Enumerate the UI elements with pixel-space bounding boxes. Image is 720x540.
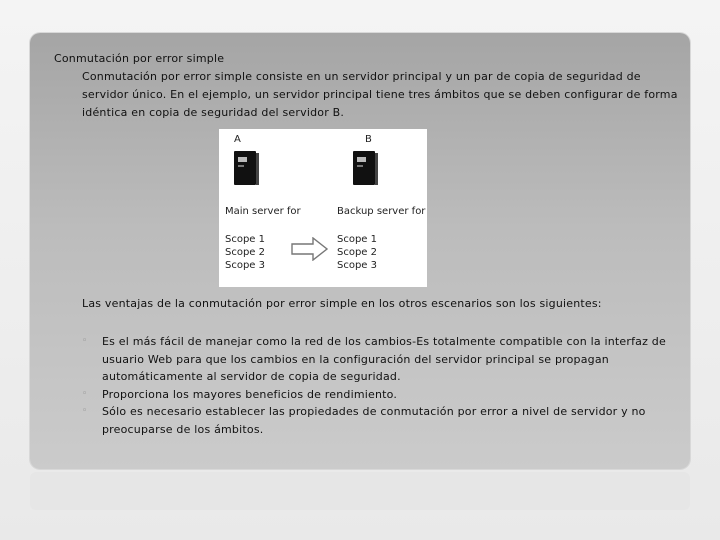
- server-b-scope-1: Scope 1: [337, 234, 378, 245]
- list-item: [82, 333, 672, 386]
- server-a-caption: Main server for: [225, 206, 301, 217]
- server-b-icon: [353, 151, 375, 185]
- intro-paragraph: Conmutación por error simple consiste en un servidor principal y un par de copia de seguridad de servidor único. En el ejemplo, un servidor principal tiene tres ámbitos que se deben configurar de forma idéntica en copia de seguridad del servidor B.: [82, 70, 678, 119]
- bullet-marker: ◦: [82, 406, 88, 416]
- slide-heading: Conmutación por error simple: [54, 52, 225, 65]
- server-a-letter: A: [234, 134, 241, 145]
- server-a-scope-2: Scope 2: [225, 247, 266, 258]
- server-b-caption: Backup server for: [337, 206, 426, 217]
- bullet-marker: ◦: [82, 388, 88, 399]
- server-a-icon: [234, 151, 256, 185]
- list-item-text: Es el más fácil de manejar como la red de los cambios-Es totalmente compatible con la interfaz de usuario Web para que los cambios en la configuración del servidor principal se propagan automáticamente al servidor de copia de seguridad.: [102, 335, 666, 383]
- failover-diagram: [219, 129, 427, 287]
- server-b-scope-2: Scope 2: [337, 247, 378, 258]
- right-arrow-icon: [291, 237, 329, 261]
- advantages-intro: Las ventajas de la conmutación por error simple en los otros escenarios son los siguientes:: [82, 297, 602, 310]
- server-b-letter: B: [365, 134, 372, 145]
- bullet-marker: ◦: [82, 336, 88, 346]
- slide-footer-bar: [30, 472, 690, 510]
- server-b-scope-3: Scope 3: [337, 260, 378, 271]
- server-a-scope-1: Scope 1: [225, 234, 266, 245]
- list-item-text: Proporciona los mayores beneficios de rendimiento.: [102, 387, 398, 401]
- list-item: [82, 386, 672, 404]
- list-item: [82, 403, 672, 438]
- advantages-list: [82, 333, 672, 438]
- list-item-text: Sólo es necesario establecer las propiedades de conmutación por error a nivel de servidor y no preocuparse de los ámbitos.: [102, 405, 646, 436]
- server-a-scope-3: Scope 3: [225, 260, 266, 271]
